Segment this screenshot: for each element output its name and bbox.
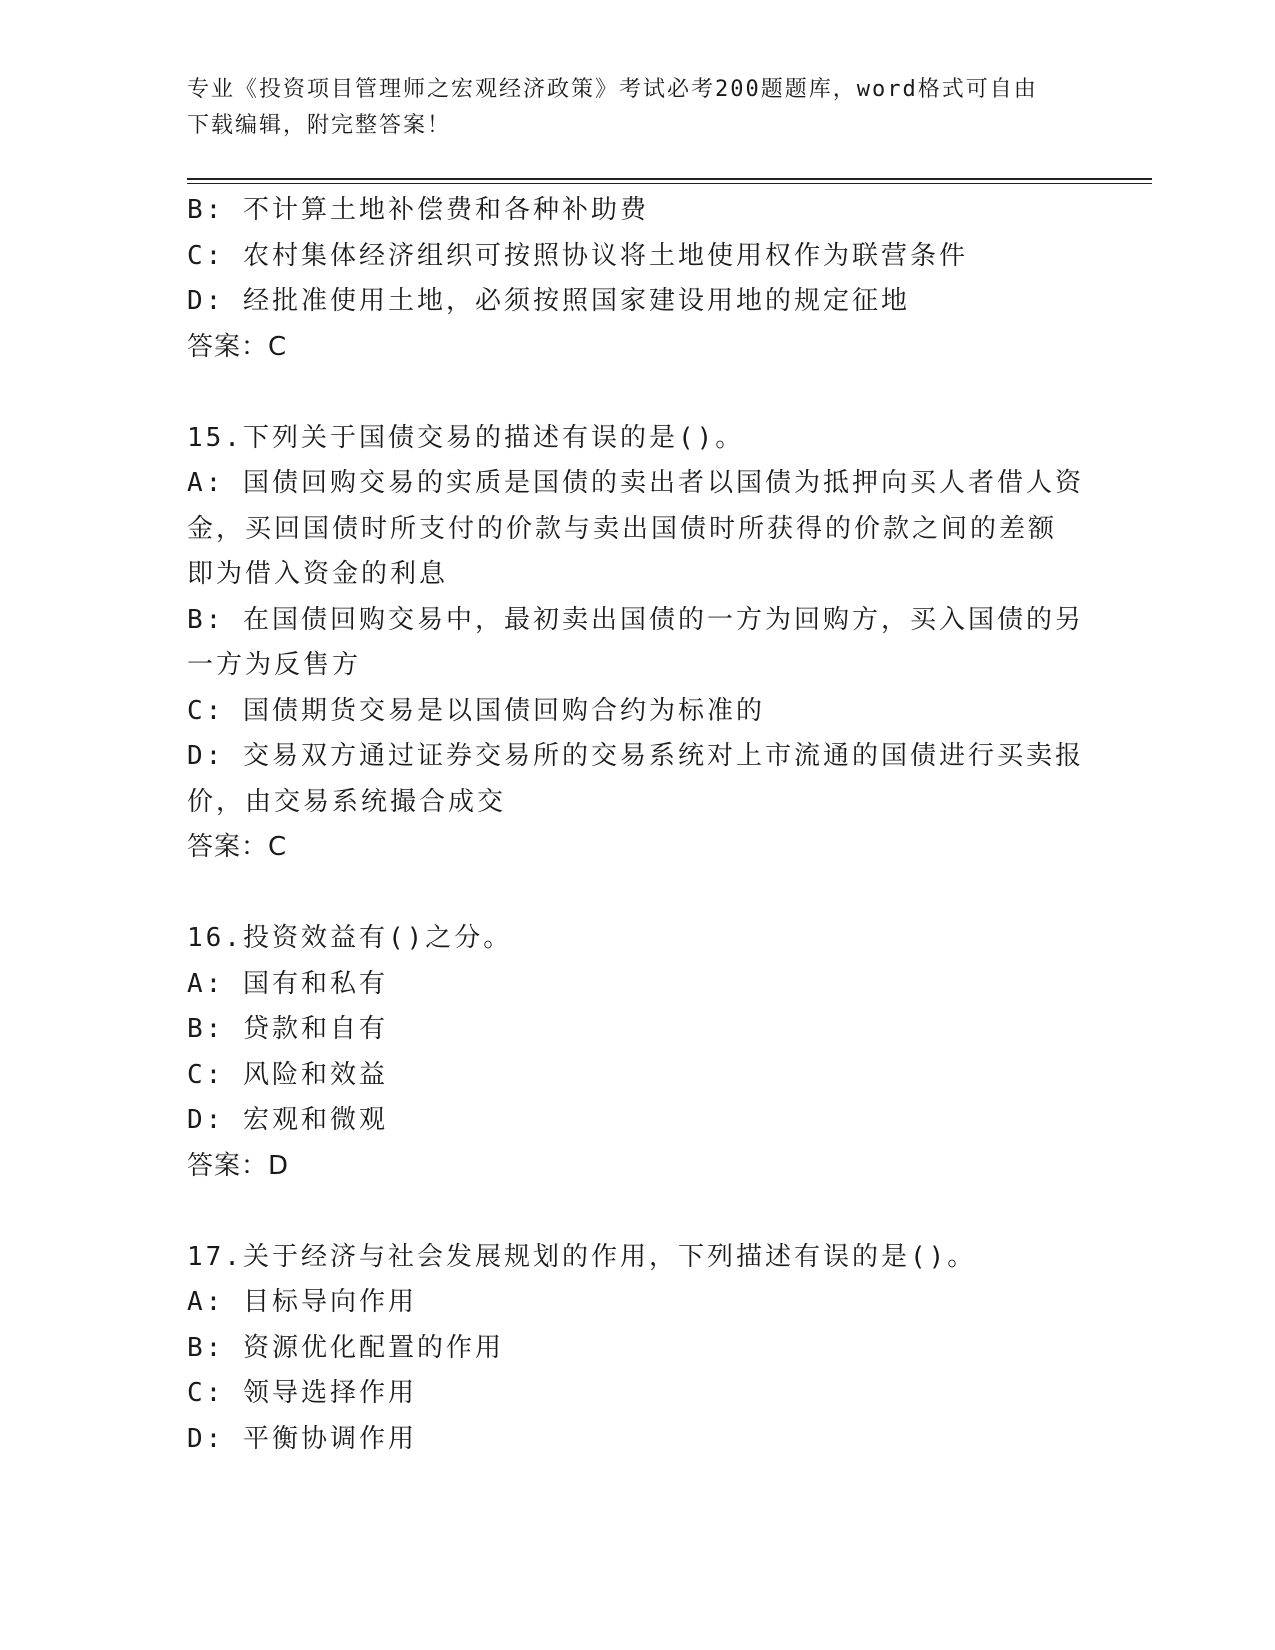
question-text: 15.下列关于国债交易的描述有误的是()。: [187, 422, 745, 453]
option-a: A: 目标导向作用: [187, 1287, 417, 1317]
question-block-17: [187, 1235, 1087, 1463]
option-b: B: 贷款和自有: [187, 1014, 388, 1044]
option-b-line-1: B: 在国债回购交易中，最初卖出国债的一方为回购方，买入国债的另: [187, 604, 1084, 635]
option-c: C: 领导选择作用: [187, 1378, 417, 1408]
option-c: C: 风险和效益: [187, 1059, 388, 1090]
question-block-14: [187, 188, 1087, 370]
option-d: D: 平衡协调作用: [187, 1423, 417, 1454]
question-text: 17.关于经济与社会发展规划的作用，下列描述有误的是()。: [187, 1241, 977, 1272]
question-block-15: [187, 416, 1087, 871]
option-b-line-2: 一方为反售方: [187, 650, 362, 680]
option-d-line-2: 价，由交易系统撮合成交: [187, 786, 507, 817]
option-a: A: 国有和私有: [187, 968, 388, 999]
answer-line: 答案：C: [187, 832, 288, 862]
option-a-line-1: A: 国债回购交易的实质是国债的卖出者以国债为抵押向买人者借人资: [187, 468, 1084, 498]
document-header: [187, 72, 1067, 144]
option-c: C: 农村集体经济组织可按照协议将土地使用权作为联营条件: [187, 240, 968, 271]
header-line-1: 专业《投资项目管理师之宏观经济政策》考试必考200题题库，word格式可自由: [187, 77, 1038, 102]
answer-line: 答案：D: [187, 1150, 290, 1181]
question-block-16: [187, 916, 1087, 1189]
option-c: C: 国债期货交易是以国债回购合约为标准的: [187, 695, 765, 726]
option-b: B: 资源优化配置的作用: [187, 1332, 504, 1363]
answer-line: 答案：C: [187, 331, 288, 362]
header-divider-thin: [187, 183, 1152, 184]
option-a-line-3: 即为借入资金的利息: [187, 559, 449, 589]
option-b: B: 不计算土地补偿费和各种补助费: [187, 195, 649, 225]
option-d: D: 经批准使用土地，必须按照国家建设用地的规定征地: [187, 286, 910, 316]
question-list: [187, 188, 1087, 1462]
option-d: D: 宏观和微观: [187, 1105, 388, 1135]
option-d-line-1: D: 交易双方通过证券交易所的交易系统对上市流通的国债进行买卖报: [187, 741, 1084, 771]
question-text: 16.投资效益有()之分。: [187, 923, 513, 953]
header-line-2: 下载编辑，附完整答案！: [187, 113, 452, 138]
header-divider-thick: [187, 178, 1152, 180]
option-a-line-2: 金，买回国债时所支付的价款与卖出国债时所获得的价款之间的差额: [187, 513, 1058, 544]
